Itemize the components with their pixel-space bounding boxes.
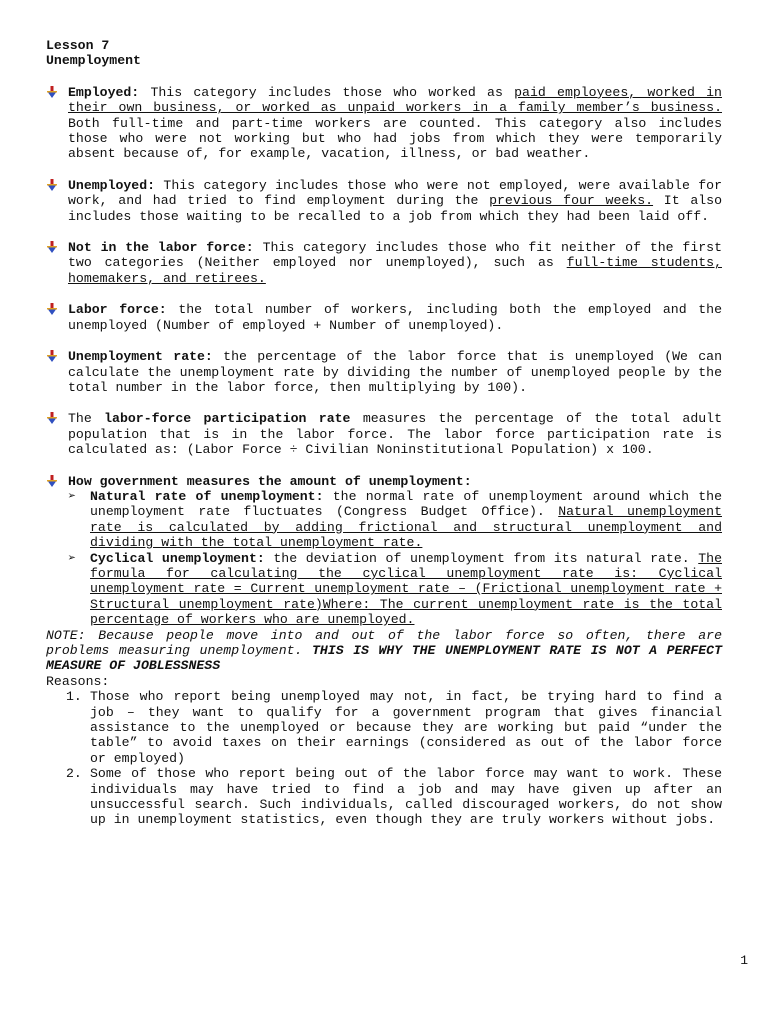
down-arrow-bullet-icon bbox=[46, 241, 58, 254]
term-not-in-labor-force: Not in the labor force: bbox=[68, 240, 254, 256]
note-emphasis: THIS IS WHY THE UNEMPLOYMENT RATE IS NOT A PERFECT MEASURE OF JOBLESSNESS bbox=[46, 643, 722, 674]
section-heading: How government measures the amount of unemployment: bbox=[68, 473, 472, 489]
term-cyclical: Cyclical unemployment: bbox=[90, 550, 265, 566]
definition-participation-rate bbox=[46, 411, 722, 457]
underlined-text: previous four weeks. bbox=[489, 193, 654, 209]
term-unemployment-rate: Unemployment rate: bbox=[68, 349, 213, 365]
down-arrow-bullet-icon bbox=[46, 86, 58, 99]
down-arrow-bullet-icon bbox=[46, 475, 58, 488]
definition-text: This category includes those who worked as bbox=[139, 84, 515, 100]
definition-natural-rate bbox=[46, 489, 722, 551]
definition-text: the total number of workers, including both the employed and the unemployed (Number of employed + Number of unemployed). bbox=[68, 302, 722, 333]
underlined-text: The formula for calculating the cyclical unemployment rate is: Cyclical unemployment rate = Current unemployment rate – (Frictional unemployment rate + Structural unemployment rate)Where: The current unemployment rate is the total percentage of workers who are unemployed. bbox=[90, 550, 722, 628]
definition-text: This category includes those who fit neither of the first two categories (Neither employed nor unemployed), such as bbox=[68, 240, 722, 271]
government-measures-section bbox=[46, 474, 722, 489]
reasons-label: Reasons: bbox=[46, 673, 110, 689]
definition-cyclical bbox=[46, 551, 722, 628]
definition-text: the deviation of unemployment from its natural rate. bbox=[264, 550, 699, 566]
definition-text: This category includes those who were not employed, were available for work, and had tried to find employment during the bbox=[68, 177, 722, 209]
list-item bbox=[46, 766, 722, 828]
list-text: Those who report being unemployed may not, in fact, be trying hard to find a job – they want to qualify for a government program that gives financial assistance to the unemployed or because they are working but paid “under the table” to avoid taxes on their earnings (considered as out of the labor force or employed) bbox=[90, 689, 722, 766]
arrowhead-bullet-icon: ➢ bbox=[68, 550, 76, 566]
down-arrow-bullet-icon bbox=[46, 303, 58, 316]
definition-text: the percentage of the labor force that is unemployed (We can calculate the unemployment rate by dividing the number of unemployed people by the total number in the labor force, then multiplying by 100). bbox=[68, 349, 722, 395]
list-item bbox=[46, 689, 722, 766]
down-arrow-bullet-icon bbox=[46, 412, 58, 425]
definition-text: measures the percentage of the total adult population that is in the labor force. The labor force participation rate is calculated as: (Labor Force ÷ Civilian Noninstitutional Population) x 100. bbox=[68, 411, 722, 458]
list-number: 2. bbox=[66, 766, 82, 782]
list-number: 1. bbox=[66, 689, 82, 705]
note-paragraph bbox=[46, 628, 722, 674]
definition-labor-force bbox=[46, 302, 722, 333]
down-arrow-bullet-icon bbox=[46, 179, 58, 192]
arrowhead-bullet-icon: ➢ bbox=[68, 488, 76, 504]
down-arrow-bullet-icon bbox=[46, 350, 58, 363]
list-text: Some of those who report being out of the labor force may want to work. These individuals may have tried to find a job and may have given up after an unsuccessful search. Such individuals, called discouraged workers, do not show up in unemployment statistics, even though they are truly workers without jobs. bbox=[90, 766, 722, 828]
definition-text: the normal rate of unemployment around which the unemployment rate fluctuates (Congress Budget Office). bbox=[90, 488, 722, 520]
term-unemployed: Unemployed: bbox=[68, 177, 156, 193]
document-page bbox=[46, 38, 722, 828]
page-number: 1 bbox=[740, 953, 748, 968]
definition-text: It also includes those waiting to be recalled to a job from which they had been laid off. bbox=[68, 193, 723, 224]
definition-not-in-labor-force bbox=[46, 240, 722, 286]
definition-unemployed bbox=[46, 178, 722, 224]
term-natural-rate: Natural rate of unemployment: bbox=[90, 488, 324, 504]
lesson-label: Lesson 7 bbox=[46, 38, 110, 53]
definition-unemployment-rate bbox=[46, 349, 722, 395]
definition-text: The bbox=[68, 411, 105, 427]
definition-employed bbox=[46, 85, 722, 162]
definition-text: Both full-time and part-time workers are counted. This category also includes those who were not working but who had jobs from which they were temporarily absent because of, for example, vacation, illness, or bad weather. bbox=[68, 115, 722, 162]
underlined-text: full-time students, homemakers, and retirees. bbox=[68, 255, 722, 286]
term-participation-rate: labor-force participation rate bbox=[104, 411, 351, 427]
underlined-text: Natural unemployment rate is calculated by adding frictional and structural unemployment and dividing with the total unemployment rate. bbox=[90, 504, 722, 551]
term-employed: Employed: bbox=[68, 84, 140, 100]
note-text: NOTE: Because people move into and out of the labor force so often, there are problems measuring unemployment. bbox=[46, 627, 722, 658]
term-labor-force: Labor force: bbox=[68, 302, 167, 318]
page-title: Unemployment bbox=[46, 53, 141, 69]
underlined-text: paid employees, worked in their own business, or worked as unpaid workers in a family member’s business. bbox=[68, 84, 722, 116]
